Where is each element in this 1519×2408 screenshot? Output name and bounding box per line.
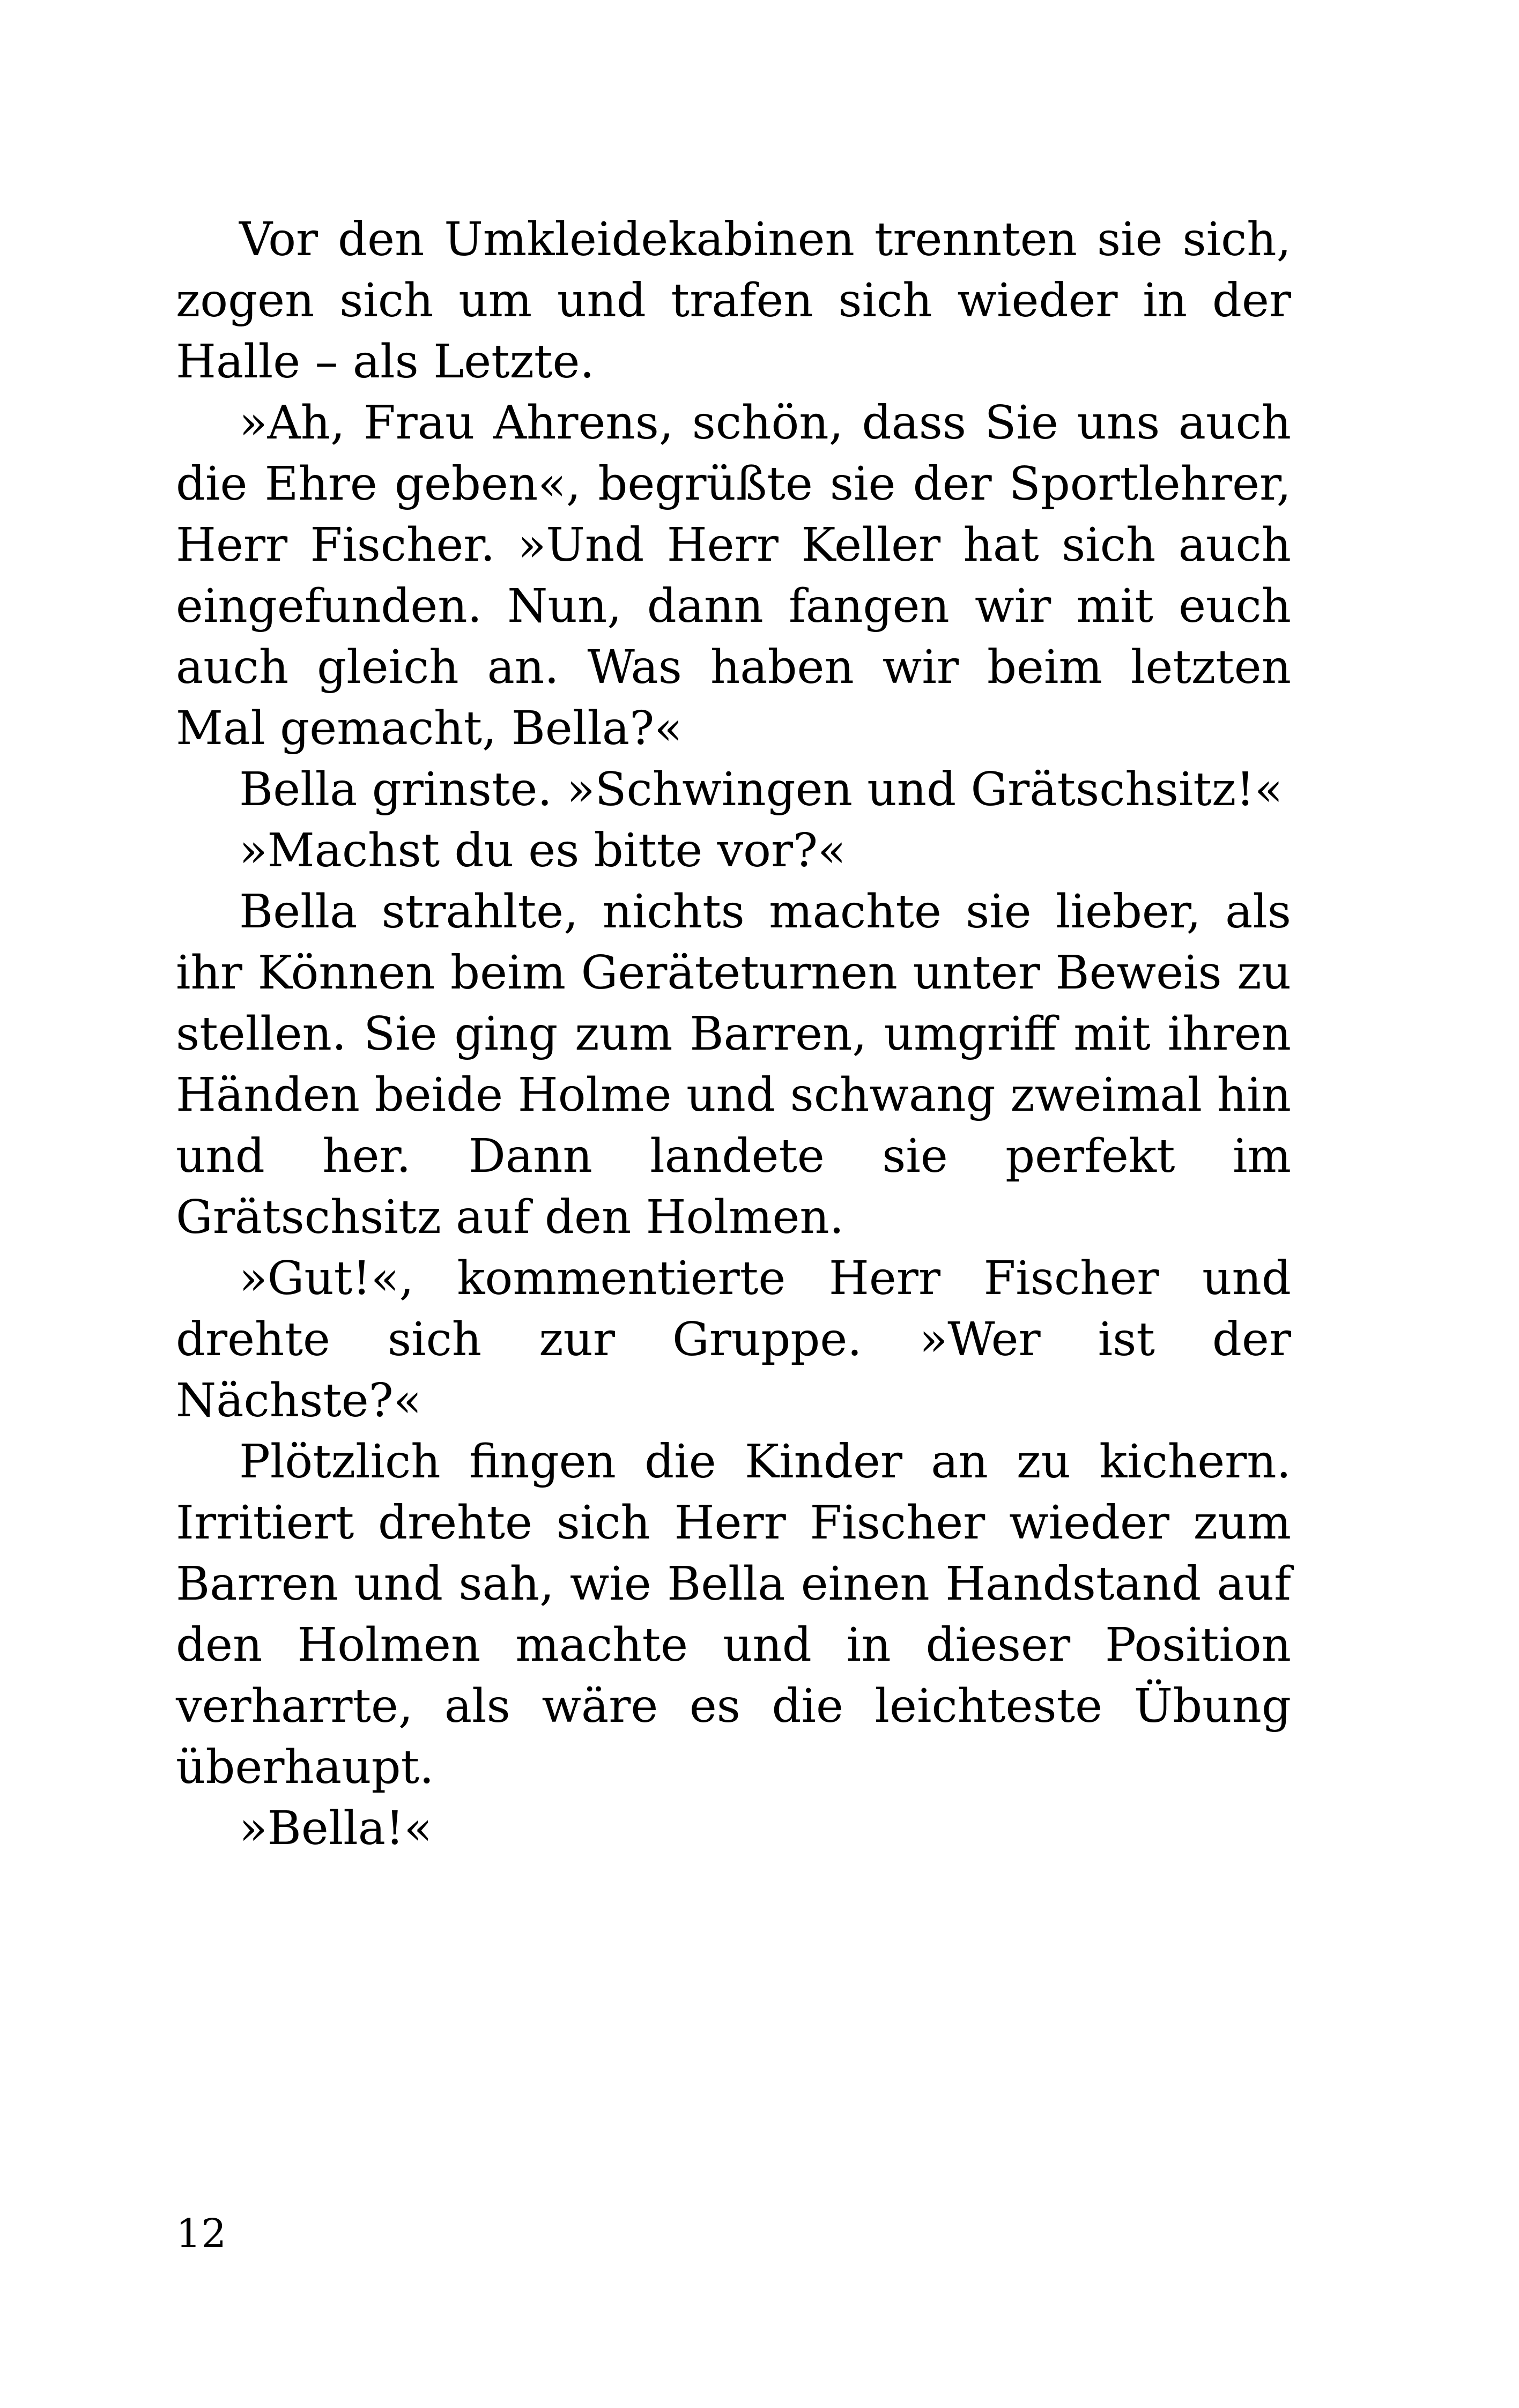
paragraph-1: Vor den Umkleidekabinen trennten sie sich, zogen sich um und trafen sich wieder in der Halle – als Letzte. xyxy=(176,213,1291,389)
page-number: 12 xyxy=(176,2211,227,2257)
paragraph-2: »Ah, Frau Ahrens, schön, dass Sie uns auch die Ehre geben«, begrüßte sie der Sportlehrer, Herr Fischer. »Und Herr Keller hat sich auch eingefunden. Nun, dann fangen wir mit euch auch gleich an. Was haben wir beim letzten Mal gemacht, Bella?« xyxy=(176,396,1291,755)
body-text xyxy=(176,209,1291,1859)
paragraph-4: »Machst du es bitte vor?« xyxy=(239,824,846,878)
paragraph-3: Bella grinste. »Schwingen und Grätschsitz!« xyxy=(239,763,1283,816)
paragraph-8: »Bella!« xyxy=(239,1802,433,1855)
paragraph-5: Bella strahlte, nichts machte sie lieber, als ihr Können beim Geräteturnen unter Beweis zu stellen. Sie ging zum Barren, umgriff mit ihren Händen beide Holme und schwang zweimal hin und her. Dann landete sie perfekt im Grätschsitz auf den Holmen. xyxy=(176,885,1291,1244)
paragraph-7: Plötzlich fingen die Kinder an zu kichern. Irritiert drehte sich Herr Fischer wieder zum Barren und sah, wie Bella einen Handstand auf den Holmen machte und in dieser Position verharrte, als wäre es die leichteste Übung überhaupt. xyxy=(176,1435,1291,1794)
paragraph-6: »Gut!«, kommentierte Herr Fischer und drehte sich zur Gruppe. »Wer ist der Nächste?« xyxy=(176,1252,1291,1428)
